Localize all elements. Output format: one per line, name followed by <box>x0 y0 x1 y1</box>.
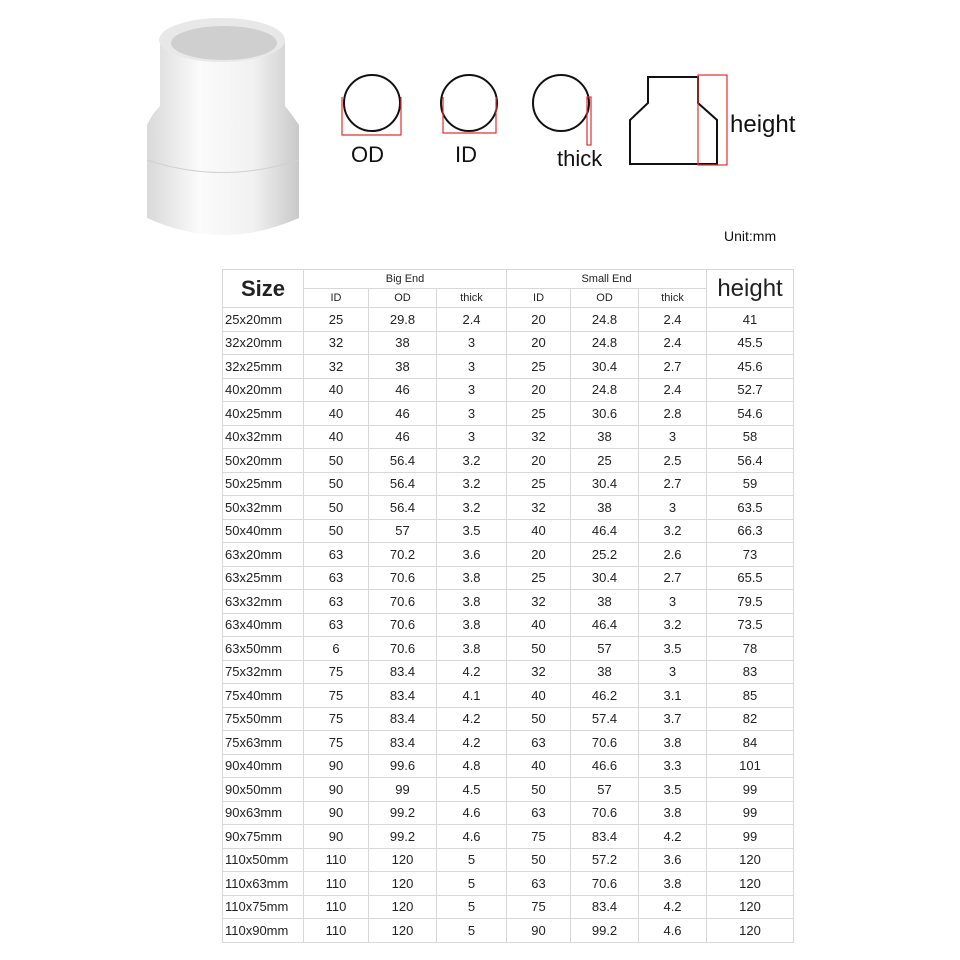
big-thick-cell: 4.2 <box>437 707 507 731</box>
small-od-cell: 24.8 <box>571 331 639 355</box>
big-od-cell: 57 <box>369 519 437 543</box>
height-cell: 66.3 <box>707 519 794 543</box>
big-od-header: OD <box>369 289 437 308</box>
small-od-cell: 70.6 <box>571 801 639 825</box>
height-cell: 63.5 <box>707 496 794 520</box>
small-od-cell: 30.4 <box>571 355 639 379</box>
big-thick-header: thick <box>437 289 507 308</box>
small-thick-cell: 2.7 <box>639 472 707 496</box>
small-thick-header: thick <box>639 289 707 308</box>
small-thick-cell: 2.7 <box>639 566 707 590</box>
table-row <box>223 613 794 637</box>
table-row <box>223 637 794 661</box>
size-cell: 50x40mm <box>223 519 304 543</box>
size-cell: 90x63mm <box>223 801 304 825</box>
height-cell: 83 <box>707 660 794 684</box>
small-od-cell: 57.4 <box>571 707 639 731</box>
table-row <box>223 707 794 731</box>
big-thick-cell: 3.2 <box>437 472 507 496</box>
small-thick-cell: 3.5 <box>639 778 707 802</box>
small-od-cell: 46.4 <box>571 613 639 637</box>
small-thick-cell: 2.4 <box>639 378 707 402</box>
small-od-cell: 38 <box>571 590 639 614</box>
big-od-cell: 99 <box>369 778 437 802</box>
big-od-cell: 120 <box>369 919 437 943</box>
small-id-cell: 32 <box>507 425 571 449</box>
height-cell: 79.5 <box>707 590 794 614</box>
big-thick-cell: 5 <box>437 872 507 896</box>
size-cell: 63x50mm <box>223 637 304 661</box>
small-thick-cell: 2.4 <box>639 308 707 332</box>
thick-diagram <box>533 75 591 145</box>
small-thick-cell: 3.1 <box>639 684 707 708</box>
table-row <box>223 378 794 402</box>
small-thick-cell: 3.6 <box>639 848 707 872</box>
small-thick-cell: 3 <box>639 496 707 520</box>
big-id-cell: 63 <box>304 543 369 567</box>
big-thick-cell: 4.6 <box>437 825 507 849</box>
small-thick-cell: 3.8 <box>639 801 707 825</box>
big-thick-cell: 3 <box>437 402 507 426</box>
small-od-cell: 70.6 <box>571 872 639 896</box>
big-thick-cell: 3.8 <box>437 566 507 590</box>
size-cell: 40x25mm <box>223 402 304 426</box>
od-diagram <box>342 75 401 135</box>
small-id-cell: 40 <box>507 519 571 543</box>
big-id-cell: 40 <box>304 378 369 402</box>
size-cell: 110x63mm <box>223 872 304 896</box>
small-od-cell: 57.2 <box>571 848 639 872</box>
height-cell: 56.4 <box>707 449 794 473</box>
big-id-cell: 110 <box>304 872 369 896</box>
size-cell: 90x75mm <box>223 825 304 849</box>
height-cell: 99 <box>707 778 794 802</box>
table-row <box>223 472 794 496</box>
big-od-cell: 29.8 <box>369 308 437 332</box>
small-od-cell: 83.4 <box>571 895 639 919</box>
height-cell: 45.5 <box>707 331 794 355</box>
big-od-cell: 56.4 <box>369 449 437 473</box>
height-cell: 41 <box>707 308 794 332</box>
small-id-cell: 50 <box>507 848 571 872</box>
small-od-cell: 38 <box>571 496 639 520</box>
small-od-cell: 38 <box>571 660 639 684</box>
big-id-cell: 40 <box>304 402 369 426</box>
small-od-cell: 46.2 <box>571 684 639 708</box>
size-cell: 75x63mm <box>223 731 304 755</box>
small-id-cell: 90 <box>507 919 571 943</box>
big-id-header: ID <box>304 289 369 308</box>
height-cell: 52.7 <box>707 378 794 402</box>
height-cell: 73.5 <box>707 613 794 637</box>
big-id-cell: 50 <box>304 496 369 520</box>
big-thick-cell: 3.2 <box>437 496 507 520</box>
size-cell: 63x20mm <box>223 543 304 567</box>
table-row <box>223 519 794 543</box>
big-od-cell: 99.6 <box>369 754 437 778</box>
size-cell: 63x32mm <box>223 590 304 614</box>
size-header: Size <box>223 270 304 308</box>
big-od-cell: 83.4 <box>369 684 437 708</box>
big-id-cell: 32 <box>304 331 369 355</box>
small-od-cell: 83.4 <box>571 825 639 849</box>
big-thick-cell: 3.2 <box>437 449 507 473</box>
big-thick-cell: 3.8 <box>437 613 507 637</box>
big-id-cell: 110 <box>304 848 369 872</box>
big-od-cell: 70.2 <box>369 543 437 567</box>
small-id-cell: 20 <box>507 331 571 355</box>
small-od-cell: 30.6 <box>571 402 639 426</box>
big-od-cell: 38 <box>369 355 437 379</box>
table-row <box>223 660 794 684</box>
big-thick-cell: 5 <box>437 895 507 919</box>
small-thick-cell: 2.4 <box>639 331 707 355</box>
table-row <box>223 308 794 332</box>
table-row <box>223 331 794 355</box>
big-thick-cell: 5 <box>437 919 507 943</box>
unit-label: Unit:mm <box>724 228 777 244</box>
small-od-cell: 57 <box>571 637 639 661</box>
big-od-cell: 120 <box>369 872 437 896</box>
table-row <box>223 355 794 379</box>
small-id-cell: 75 <box>507 895 571 919</box>
big-thick-cell: 4.2 <box>437 731 507 755</box>
big-od-cell: 83.4 <box>369 731 437 755</box>
small-od-cell: 38 <box>571 425 639 449</box>
small-thick-cell: 2.8 <box>639 402 707 426</box>
small-id-cell: 25 <box>507 566 571 590</box>
big-od-cell: 99.2 <box>369 801 437 825</box>
big-thick-cell: 4.5 <box>437 778 507 802</box>
table-row <box>223 449 794 473</box>
big-id-cell: 32 <box>304 355 369 379</box>
table-row <box>223 801 794 825</box>
thick-label: thick <box>557 146 603 171</box>
small-od-cell: 46.4 <box>571 519 639 543</box>
table-row <box>223 825 794 849</box>
small-id-cell: 25 <box>507 472 571 496</box>
height-cell: 78 <box>707 637 794 661</box>
big-od-cell: 46 <box>369 402 437 426</box>
pvc-reducer-photo <box>147 18 299 235</box>
table-row <box>223 684 794 708</box>
small-id-cell: 32 <box>507 590 571 614</box>
product-graphics <box>0 0 960 260</box>
small-thick-cell: 4.2 <box>639 895 707 919</box>
small-id-cell: 50 <box>507 637 571 661</box>
table-row <box>223 425 794 449</box>
big-id-cell: 63 <box>304 613 369 637</box>
size-cell: 110x90mm <box>223 919 304 943</box>
id-diagram <box>441 75 497 133</box>
big-od-cell: 120 <box>369 848 437 872</box>
big-id-cell: 90 <box>304 778 369 802</box>
small-thick-cell: 4.6 <box>639 919 707 943</box>
big-id-cell: 50 <box>304 449 369 473</box>
small-end-header: Small End <box>507 270 707 289</box>
size-cell: 90x40mm <box>223 754 304 778</box>
size-cell: 63x25mm <box>223 566 304 590</box>
small-id-cell: 25 <box>507 402 571 426</box>
big-thick-cell: 5 <box>437 848 507 872</box>
small-id-cell: 32 <box>507 496 571 520</box>
height-cell: 82 <box>707 707 794 731</box>
height-label: height <box>730 111 796 138</box>
height-cell: 120 <box>707 872 794 896</box>
size-cell: 75x40mm <box>223 684 304 708</box>
big-id-cell: 6 <box>304 637 369 661</box>
small-od-cell: 25.2 <box>571 543 639 567</box>
size-cell: 90x50mm <box>223 778 304 802</box>
size-cell: 110x50mm <box>223 848 304 872</box>
small-id-cell: 40 <box>507 754 571 778</box>
small-od-cell: 70.6 <box>571 731 639 755</box>
big-thick-cell: 3.8 <box>437 637 507 661</box>
table-body <box>223 308 794 943</box>
size-cell: 50x20mm <box>223 449 304 473</box>
big-id-cell: 75 <box>304 731 369 755</box>
size-cell: 25x20mm <box>223 308 304 332</box>
small-id-cell: 20 <box>507 449 571 473</box>
small-od-cell: 24.8 <box>571 308 639 332</box>
small-id-cell: 63 <box>507 872 571 896</box>
big-thick-cell: 3 <box>437 331 507 355</box>
size-cell: 63x40mm <box>223 613 304 637</box>
height-cell: 99 <box>707 825 794 849</box>
height-cell: 54.6 <box>707 402 794 426</box>
height-cell: 73 <box>707 543 794 567</box>
big-od-cell: 56.4 <box>369 496 437 520</box>
spec-table <box>222 269 794 943</box>
big-thick-cell: 3 <box>437 425 507 449</box>
big-thick-cell: 3.8 <box>437 590 507 614</box>
small-id-cell: 20 <box>507 308 571 332</box>
small-id-cell: 20 <box>507 378 571 402</box>
big-thick-cell: 3.5 <box>437 519 507 543</box>
small-thick-cell: 3 <box>639 425 707 449</box>
od-label: OD <box>351 142 384 167</box>
big-od-cell: 83.4 <box>369 707 437 731</box>
big-id-cell: 75 <box>304 684 369 708</box>
big-thick-cell: 4.2 <box>437 660 507 684</box>
height-cell: 59 <box>707 472 794 496</box>
small-thick-cell: 2.5 <box>639 449 707 473</box>
height-cell: 120 <box>707 848 794 872</box>
size-cell: 40x32mm <box>223 425 304 449</box>
big-id-cell: 75 <box>304 660 369 684</box>
size-cell: 75x32mm <box>223 660 304 684</box>
big-end-header: Big End <box>304 270 507 289</box>
big-thick-cell: 4.8 <box>437 754 507 778</box>
small-thick-cell: 3.7 <box>639 707 707 731</box>
small-id-cell: 40 <box>507 613 571 637</box>
big-id-cell: 90 <box>304 825 369 849</box>
table-row <box>223 543 794 567</box>
small-thick-cell: 3.5 <box>639 637 707 661</box>
size-cell: 50x32mm <box>223 496 304 520</box>
small-id-cell: 63 <box>507 731 571 755</box>
small-od-cell: 25 <box>571 449 639 473</box>
small-od-cell: 57 <box>571 778 639 802</box>
size-cell: 32x20mm <box>223 331 304 355</box>
big-thick-cell: 2.4 <box>437 308 507 332</box>
big-od-cell: 70.6 <box>369 613 437 637</box>
big-id-cell: 63 <box>304 590 369 614</box>
big-thick-cell: 4.6 <box>437 801 507 825</box>
table-row <box>223 919 794 943</box>
big-od-cell: 70.6 <box>369 566 437 590</box>
small-thick-cell: 3.8 <box>639 872 707 896</box>
small-id-cell: 40 <box>507 684 571 708</box>
big-od-cell: 83.4 <box>369 660 437 684</box>
size-cell: 32x25mm <box>223 355 304 379</box>
small-id-cell: 50 <box>507 778 571 802</box>
big-thick-cell: 3 <box>437 355 507 379</box>
big-od-cell: 56.4 <box>369 472 437 496</box>
size-cell: 40x20mm <box>223 378 304 402</box>
small-od-cell: 46.6 <box>571 754 639 778</box>
size-cell: 50x25mm <box>223 472 304 496</box>
small-thick-cell: 3.2 <box>639 519 707 543</box>
table-row <box>223 895 794 919</box>
big-id-cell: 50 <box>304 472 369 496</box>
big-id-cell: 90 <box>304 801 369 825</box>
table-row <box>223 754 794 778</box>
small-thick-cell: 3.3 <box>639 754 707 778</box>
small-od-header: OD <box>571 289 639 308</box>
size-cell: 75x50mm <box>223 707 304 731</box>
big-thick-cell: 3 <box>437 378 507 402</box>
small-thick-cell: 2.7 <box>639 355 707 379</box>
big-id-cell: 90 <box>304 754 369 778</box>
table-row <box>223 590 794 614</box>
small-thick-cell: 3 <box>639 660 707 684</box>
table-row <box>223 778 794 802</box>
small-thick-cell: 3.2 <box>639 613 707 637</box>
big-id-cell: 75 <box>304 707 369 731</box>
big-od-cell: 120 <box>369 895 437 919</box>
big-id-cell: 63 <box>304 566 369 590</box>
small-od-cell: 30.4 <box>571 472 639 496</box>
small-id-cell: 75 <box>507 825 571 849</box>
big-thick-cell: 3.6 <box>437 543 507 567</box>
height-cell: 84 <box>707 731 794 755</box>
big-od-cell: 38 <box>369 331 437 355</box>
big-od-cell: 46 <box>369 425 437 449</box>
small-od-cell: 99.2 <box>571 919 639 943</box>
big-od-cell: 70.6 <box>369 637 437 661</box>
height-cell: 85 <box>707 684 794 708</box>
small-thick-cell: 3 <box>639 590 707 614</box>
small-id-cell: 63 <box>507 801 571 825</box>
height-cell: 45.6 <box>707 355 794 379</box>
small-id-header: ID <box>507 289 571 308</box>
height-cell: 120 <box>707 919 794 943</box>
height-cell: 101 <box>707 754 794 778</box>
big-id-cell: 110 <box>304 919 369 943</box>
small-thick-cell: 3.8 <box>639 731 707 755</box>
table-row <box>223 566 794 590</box>
table-row <box>223 848 794 872</box>
big-id-cell: 50 <box>304 519 369 543</box>
height-cell: 65.5 <box>707 566 794 590</box>
small-od-cell: 24.8 <box>571 378 639 402</box>
small-id-cell: 25 <box>507 355 571 379</box>
big-od-cell: 70.6 <box>369 590 437 614</box>
height-diagram <box>630 75 727 165</box>
small-id-cell: 50 <box>507 707 571 731</box>
table-row <box>223 402 794 426</box>
small-thick-cell: 4.2 <box>639 825 707 849</box>
height-header: height <box>707 270 794 308</box>
big-id-cell: 40 <box>304 425 369 449</box>
table-row <box>223 496 794 520</box>
table-row <box>223 731 794 755</box>
big-od-cell: 99.2 <box>369 825 437 849</box>
small-id-cell: 32 <box>507 660 571 684</box>
small-thick-cell: 2.6 <box>639 543 707 567</box>
height-cell: 120 <box>707 895 794 919</box>
big-id-cell: 110 <box>304 895 369 919</box>
height-cell: 58 <box>707 425 794 449</box>
height-cell: 99 <box>707 801 794 825</box>
id-label: ID <box>455 142 477 167</box>
size-cell: 110x75mm <box>223 895 304 919</box>
small-od-cell: 30.4 <box>571 566 639 590</box>
big-od-cell: 46 <box>369 378 437 402</box>
table-row <box>223 872 794 896</box>
big-id-cell: 25 <box>304 308 369 332</box>
big-thick-cell: 4.1 <box>437 684 507 708</box>
small-id-cell: 20 <box>507 543 571 567</box>
